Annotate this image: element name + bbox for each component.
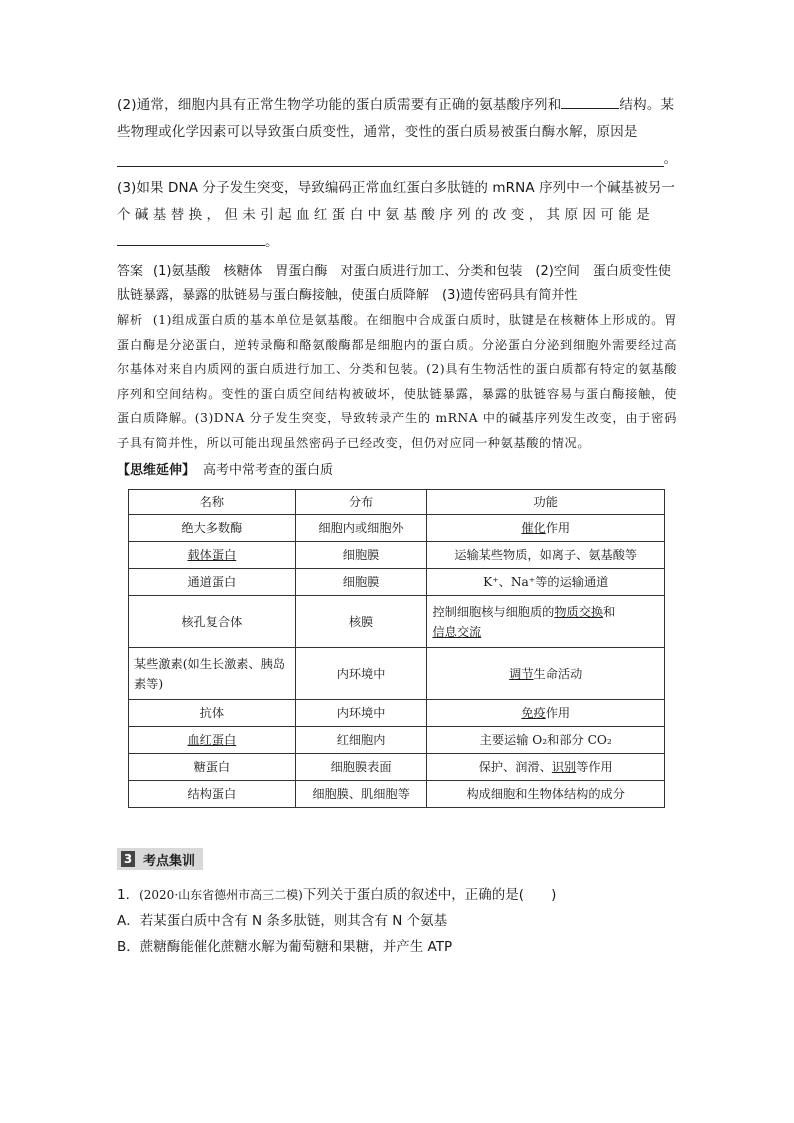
cell-name <box>129 542 296 569</box>
question-stem: 下列关于蛋白质的叙述中，正确的是( ) <box>302 887 557 903</box>
section-number: 3 <box>121 851 135 867</box>
cell-name: 通道蛋白 <box>129 569 296 596</box>
table-row <box>129 700 665 727</box>
underlined-term: 信息交流 <box>432 624 482 639</box>
cell-name: 结构蛋白 <box>129 781 296 808</box>
extension-tag: 【思维延伸】 <box>117 463 196 478</box>
cell-location: 红细胞内 <box>295 727 427 754</box>
period: 。 <box>265 234 279 250</box>
underlined-term: 调节 <box>509 666 534 681</box>
cell-location: 细胞膜 <box>295 542 427 569</box>
protein-table <box>128 489 665 808</box>
answer-block <box>117 260 677 308</box>
table-row <box>129 542 665 569</box>
cell-location: 细胞膜表面 <box>295 754 427 781</box>
analysis-text: (1)组成蛋白质的基本单位是氨基酸。在细胞中合成蛋白质时，肽键是在核糖体上形成的。胃蛋白酶是分泌蛋白，逆转录酶和酪氨酸酶都是细胞内的蛋白质。分泌蛋白分泌到细胞外需要经过高尔基体对来自内质网的蛋白质进行加工、分类和包装。(2)具有生物活性的蛋白质都有特定的氨基酸序列和空间结构。变性的蛋白质空间结构被破坏，使肽链暴露，暴露的肽链容易与蛋白酶接触，使蛋白质降解。(3)DNA 分子发生突变，导致转录产生的 mRNA 中的碱基序列发生改变，由于密码子具有简并性，所以可能出现虽然密码子已经改变，但仍对应同一种氨基酸的情况。 <box>117 313 677 450</box>
underlined-term: 血红蛋白 <box>187 733 237 747</box>
cell-function: 主要运输 O₂和部分 CO₂ <box>427 727 665 754</box>
table-header-row <box>129 490 665 515</box>
cell-location: 细胞内或细胞外 <box>295 515 427 542</box>
cell-function <box>427 754 665 781</box>
question-1 <box>117 882 677 960</box>
cell-function <box>427 596 665 648</box>
answer-blank[interactable] <box>117 152 664 167</box>
question-source: (2020·山东省德州市高三二模) <box>139 888 303 902</box>
cell-function: 运输某些物质，如离子、氨基酸等 <box>427 542 665 569</box>
underlined-term: 载体蛋白 <box>187 548 237 562</box>
underlined-term: 识别 <box>551 760 577 774</box>
period: 。 <box>663 151 677 167</box>
option-a[interactable]: A．若某蛋白质中含有 N 条多肽链，则其含有 N 个氨基 <box>117 913 448 929</box>
section-title: 考点集训 <box>143 853 196 869</box>
analysis-block <box>117 308 677 455</box>
question-number: 1． <box>117 887 140 903</box>
answer-blank[interactable] <box>561 94 619 109</box>
table-row <box>129 648 665 700</box>
func-text: 控制细胞核与细胞质的 <box>432 604 555 619</box>
cell-location: 内环境中 <box>295 700 427 727</box>
func-text: 作用 <box>545 706 571 720</box>
option-b[interactable]: B．蔗糖酶能催化蔗糖水解为葡萄糖和果糖，并产生 ATP <box>117 939 453 955</box>
cell-name <box>129 727 296 754</box>
cell-function <box>427 648 665 700</box>
func-text: 生命活动 <box>533 666 583 681</box>
table-row <box>129 596 665 648</box>
table-row <box>129 569 665 596</box>
extension-heading <box>117 459 677 483</box>
func-text: 保护、润滑、 <box>478 760 552 774</box>
cell-function <box>427 700 665 727</box>
question-3-line-3 <box>117 229 677 256</box>
cell-name: 绝大多数酶 <box>129 515 296 542</box>
analysis-label: 解析 <box>117 313 143 327</box>
question-2-answer-line[interactable] <box>117 146 677 173</box>
answer-blank[interactable] <box>117 231 265 246</box>
question-1-stem <box>117 882 677 908</box>
cell-function: 构成细胞和生物体结构的成分 <box>427 781 665 808</box>
header-location: 分布 <box>295 490 427 515</box>
answer-label: 答案 <box>117 264 144 279</box>
table-row <box>129 727 665 754</box>
cell-name: 糖蛋白 <box>129 754 296 781</box>
cell-location: 内环境中 <box>295 648 427 700</box>
underlined-term: 免疫 <box>521 706 546 720</box>
cell-name: 某些激素(如生长激素、胰岛素等) <box>129 648 296 700</box>
underlined-term: 物质交换 <box>554 604 604 619</box>
question-2-line-1 <box>117 92 677 119</box>
question-3-line-2: 个碱基替换，但未引起血红蛋白中氨基酸序列的改变，其原因可能是 <box>117 207 654 223</box>
func-text: 作用 <box>545 521 571 535</box>
table-row <box>129 781 665 808</box>
section-heading <box>117 848 677 870</box>
func-text: 和 <box>603 604 616 619</box>
table-row <box>129 754 665 781</box>
cell-location: 核膜 <box>295 596 427 648</box>
cell-location: 细胞膜、肌细胞等 <box>295 781 427 808</box>
extension-title: 高考中常考查的蛋白质 <box>203 463 334 478</box>
cell-function: K⁺、Na⁺等的运输通道 <box>427 569 665 596</box>
q2-text-2: 结构。某 <box>619 97 675 113</box>
header-function: 功能 <box>427 490 665 515</box>
cell-name: 抗体 <box>129 700 296 727</box>
cell-name: 核孔复合体 <box>129 596 296 648</box>
table-row <box>129 515 665 542</box>
answer-text: (1)氨基酸 核糖体 胃蛋白酶 对蛋白质进行加工、分类和包装 (2)空间 蛋白质变性使肽链暴露，暴露的肽链易与蛋白酶接触，使蛋白质降解 (3)遗传密码具有简并性 <box>117 264 671 303</box>
section-badge <box>117 848 203 870</box>
func-text: 等作用 <box>576 760 613 774</box>
q2-text-1: (2)通常，细胞内具有正常生物学功能的蛋白质需要有正确的氨基酸序列和 <box>117 97 562 113</box>
document-page <box>117 92 677 960</box>
question-3-line-1: (3)如果 DNA 分子发生突变，导致编码正常血红蛋白多肽链的 mRNA 序列中一个碱基被另一 <box>117 180 676 196</box>
cell-location: 细胞膜 <box>295 569 427 596</box>
question-2-line-2: 些物理或化学因素可以导致蛋白质变性，通常，变性的蛋白质易被蛋白酶水解，原因是 <box>117 124 638 140</box>
underlined-term: 催化 <box>521 521 546 535</box>
cell-function <box>427 515 665 542</box>
header-name: 名称 <box>129 490 296 515</box>
